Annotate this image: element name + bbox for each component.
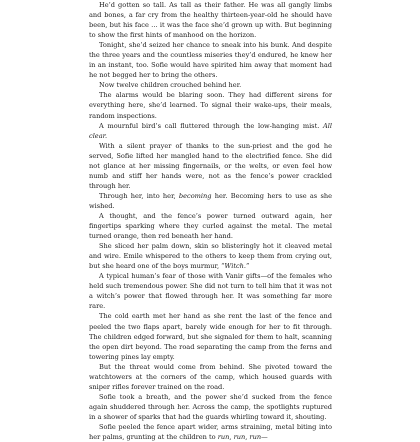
paragraph-text: Sofie peeled the fence apart wider, arms straining, metal biting into her palms, grunting at the children to (89, 422, 332, 442)
paragraph (89, 241, 332, 271)
paragraph: Sofie took a breath, and the power she’d sucked from the fence again shuddered through her. Across the camp, the spotlights ruptured in a shower of sparks that had the guards whirling toward it, shouting. (89, 392, 332, 421)
paragraph-text: She sliced her palm down, skin so blisteringly hot it cleaved metal and wire. Emile whispered to the others to keep them from crying out, but she heard one of the boys murmur, “ (89, 242, 332, 271)
paragraph: The cold earth met her hand as she rent the last of the fence and peeled the two flaps apart, barely wide enough for her to fit through. The children edged forward, but she signaled for them to halt, scanning the open dirt beyond. The road separating the camp from the ferns and towering pines lay empty. (89, 312, 332, 361)
paragraph: A thought, and the fence’s power turned outward again, her fingertips sparking where they curled against the metal. The metal turned orange, then red beneath her hand. (89, 211, 332, 241)
paragraph: A typical human’s fear of those with Vanir gifts—of the females who held such tremendous power. She did not turn to tell him that it was not a witch’s power that flowed through her. It was something far more rare. (89, 272, 332, 311)
italic-text: All clear. (89, 121, 332, 140)
paragraph: Tonight, she’d seized her chance to sneak into his bunk. And despite the three years and the countless miseries they’d endured, he knew her in an instant, too. Sofie would have spirited him away that moment had he not begged her to bring the others. (89, 41, 332, 80)
paragraph-text: Through her, into her, (99, 191, 179, 200)
italic-text: run, run, run (217, 433, 262, 442)
paragraph (89, 422, 332, 442)
paragraph: Now twelve children crouched behind her. (99, 81, 242, 90)
italic-text: Witch (224, 262, 244, 271)
paragraph: He’d gotten so tall. As tall as their father. He was all gangly limbs and bones, a far cry from the healthy thirteen-year-old he should have been, but his face … it was the face she’d grown up with. But beginning to show the first hints of manhood on the horizon. (89, 1, 332, 40)
paragraph-text: — (261, 433, 268, 442)
text-column (89, 0, 332, 442)
paragraph: The alarms would be blaring soon. They had different sirens for everything here, she’d learned. To signal their wake-ups, their meals, random inspections. (89, 91, 332, 120)
paragraph-text: A mournful bird’s call fluttered through the low-hanging mist. (99, 121, 324, 130)
paragraph: With a silent prayer of thanks to the sun-priest and the god he served, Sofie lifted her mangled hand to the electrified fence. She did not glance at her missing fingernails, or the welts, or even feel how numb and stiff her hands were, not as the fence’s power crackled through her. (89, 141, 332, 190)
paragraph (89, 191, 332, 211)
paragraph-text: .” (243, 262, 250, 271)
paragraph (89, 121, 332, 141)
paragraph-text: her. Becoming hers to use as she wished. (89, 191, 332, 210)
paragraph: But the threat would come from behind. She pivoted toward the watchtowers at the corners of the camp, which housed guards with sniper rifles forever trained on the road. (89, 362, 332, 391)
italic-text: becoming (178, 191, 212, 200)
